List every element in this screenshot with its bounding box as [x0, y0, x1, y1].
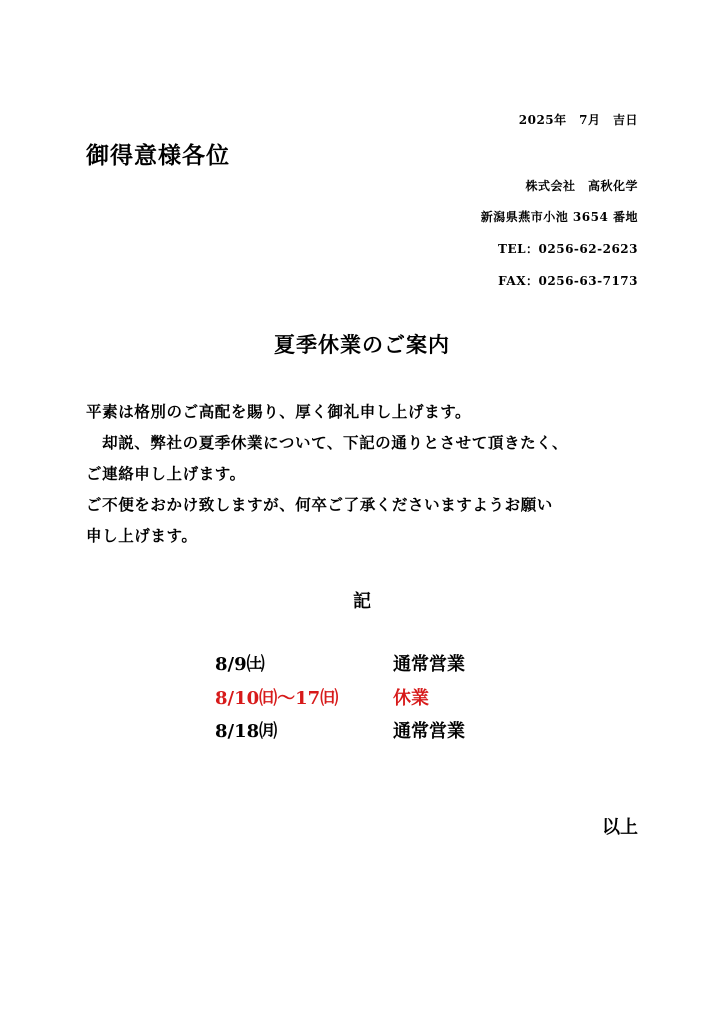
sender-company: 株式会社 高秋化学	[525, 179, 638, 193]
schedule-date: 8/10㈰～17㈰	[215, 688, 339, 709]
ki-heading: 記	[353, 591, 371, 612]
page-title: 夏季休業のご案内	[274, 332, 450, 357]
schedule-status: 休業	[393, 688, 429, 709]
closing-mark: 以上	[602, 817, 638, 838]
body-line: 平素は格別のご高配を賜り、厚く御礼申し上げます。	[86, 402, 472, 421]
schedule-row-holiday	[215, 684, 515, 714]
addressee: 御得意様各位	[86, 142, 230, 169]
schedule-date: 8/18㈪	[215, 721, 278, 742]
sender-tel: TEL：0256-62-2623	[498, 242, 638, 256]
body-paragraph	[86, 398, 646, 553]
schedule-date: 8/9㈯	[215, 654, 265, 675]
notice-date: 2025年 7月 吉日	[518, 113, 638, 127]
schedule-status: 通常営業	[393, 721, 465, 742]
sender-fax: FAX：0256-63-7173	[498, 274, 638, 288]
schedule-row	[215, 717, 515, 747]
schedule-status: 通常営業	[393, 654, 465, 675]
sender-address: 新潟県燕市小池 3654 番地	[480, 210, 638, 224]
schedule-row	[215, 650, 515, 680]
body-line: ご不便をおかけ致しますが、何卒ご了承くださいますようお願い	[86, 495, 553, 514]
body-line: 申し上げます。	[86, 526, 198, 545]
body-line: 却説、弊社の夏季休業について、下記の通りとさせて頂きたく、	[86, 433, 569, 452]
body-line: ご連絡申し上げます。	[86, 464, 246, 483]
